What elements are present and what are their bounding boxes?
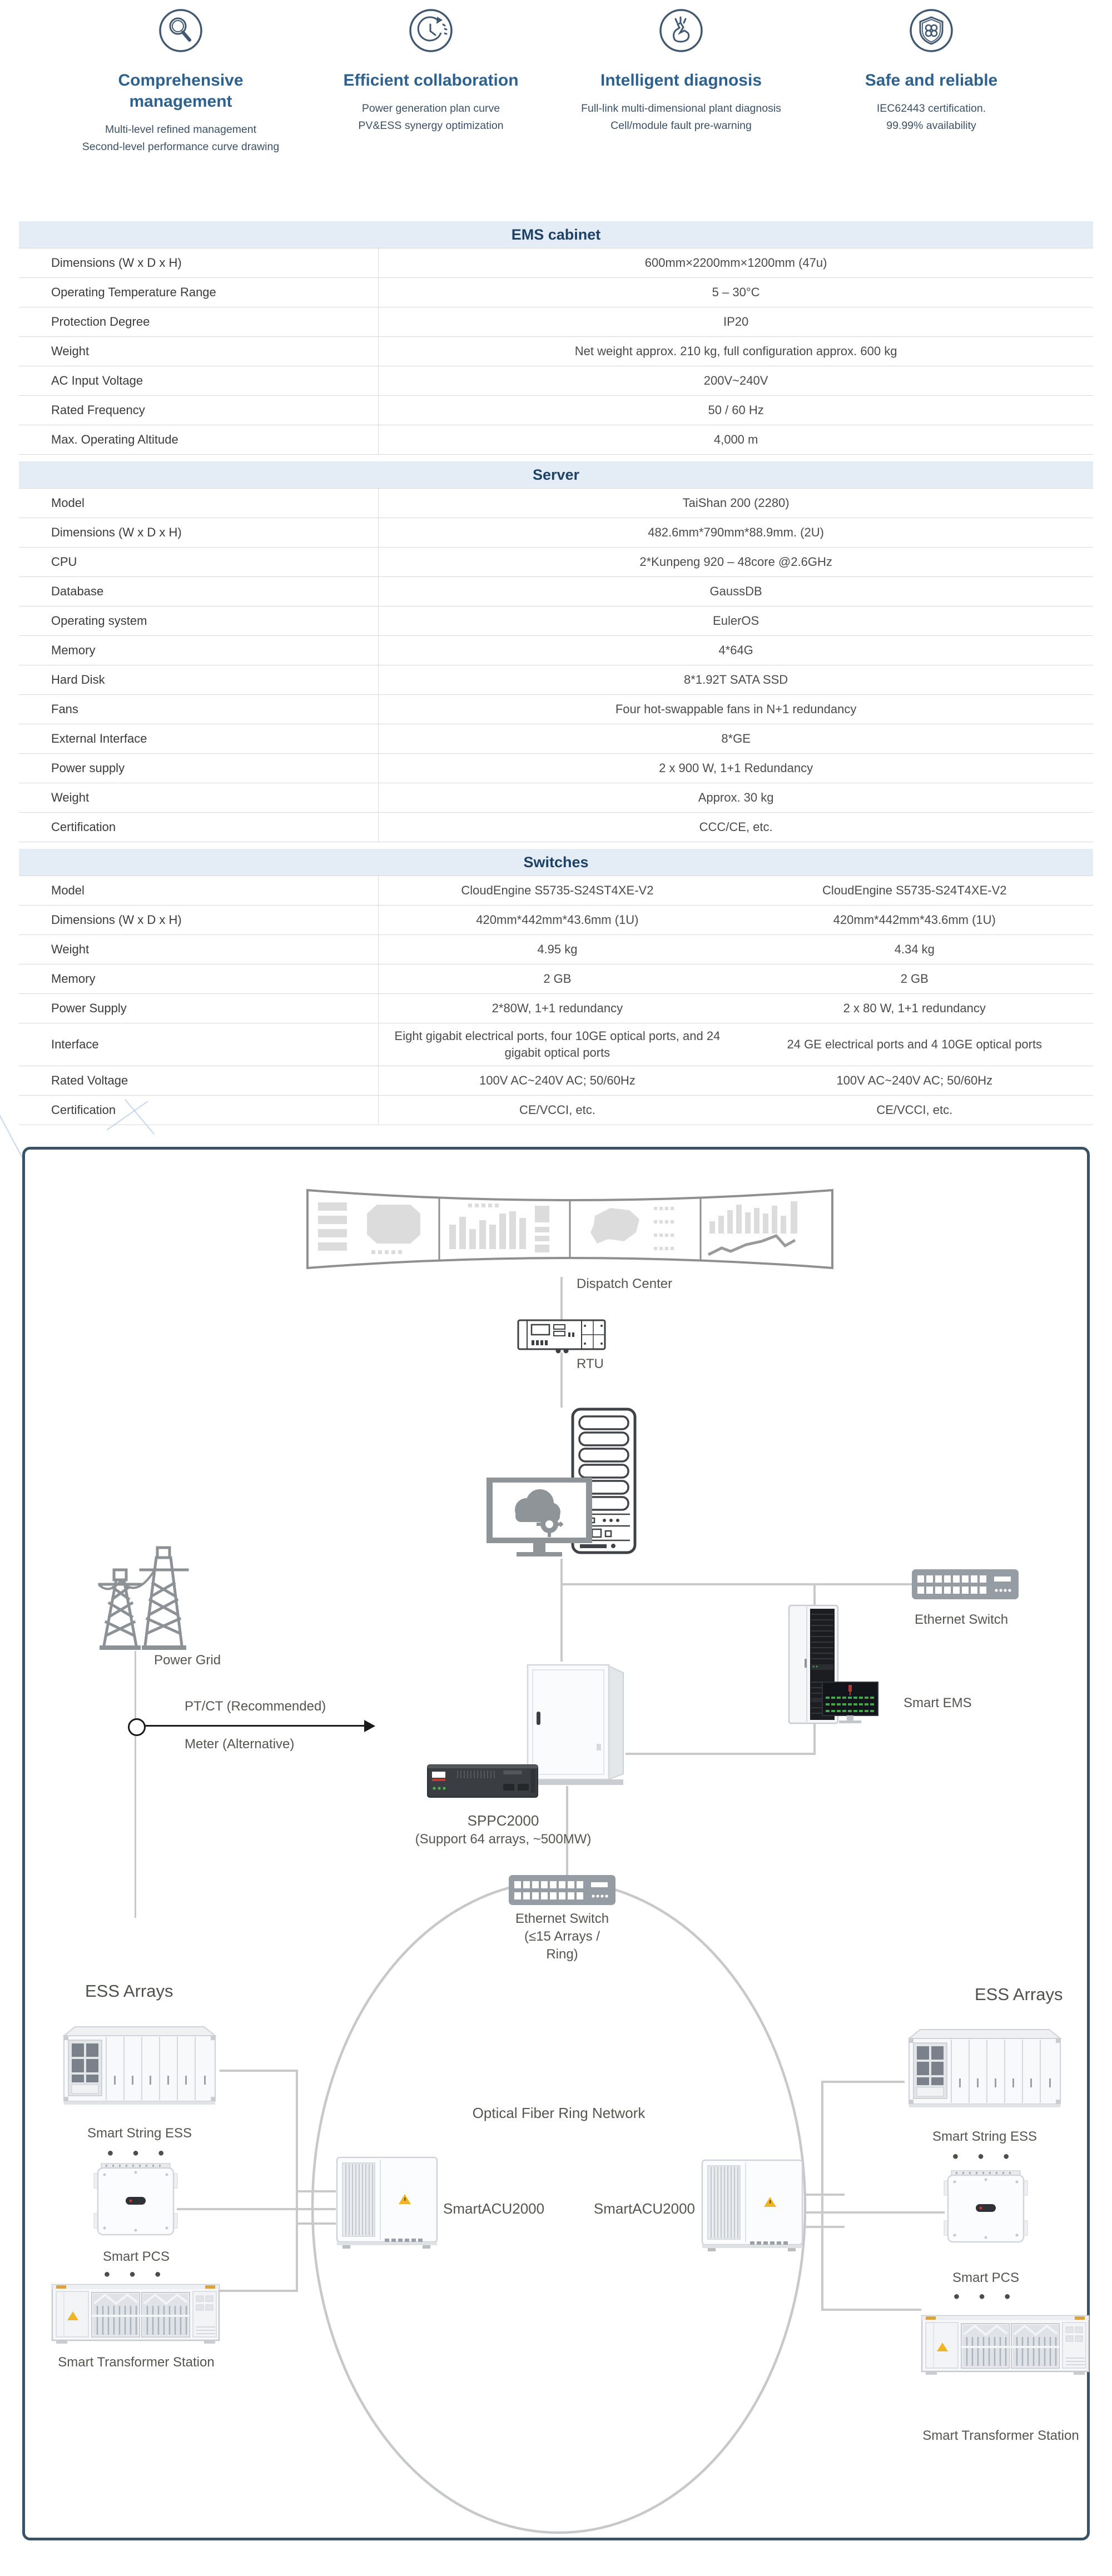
cloud-monitor-illustration (485, 1476, 593, 1561)
spec-row (19, 307, 1093, 337)
spec-label: Certification (19, 813, 379, 842)
meter-label: Meter (Alternative) (185, 1737, 295, 1752)
connector (296, 2070, 298, 2292)
spec-value: 4.34 kg (894, 942, 935, 956)
smart-string-ess-label: Smart String ESS (87, 2126, 192, 2141)
connector (821, 2309, 921, 2311)
spec-label: Power supply (19, 754, 379, 783)
ess-arrays-heading: ESS Arrays (85, 1981, 173, 2001)
spec-value: 420mm*442mm*43.6mm (1U) (476, 913, 639, 927)
smart-ems-monitor-illustration (821, 1681, 879, 1725)
spec-value: 50 / 60 Hz (708, 403, 764, 417)
spec-label: Hard Disk (19, 665, 379, 694)
spec-value: 100V AC~240V AC; 50/60Hz (479, 1073, 636, 1087)
spec-row (19, 1023, 1093, 1066)
spec-value: TaiShan 200 (2280) (682, 496, 790, 510)
smart-acu-label-left: SmartACU2000 (443, 2200, 545, 2217)
spec-row (19, 518, 1093, 548)
spec-label: Fans (19, 695, 379, 724)
connector (220, 2290, 297, 2292)
spec-row (19, 396, 1093, 425)
spec-value: 482.6mm*790mm*88.9mm. (2U) (648, 525, 824, 539)
spec-label: Interface (19, 1023, 379, 1066)
smart-acu2000-illustration (699, 2158, 806, 2252)
smart-transformer-station-illustration (51, 2279, 221, 2345)
spec-value: 600mm×2200mm×1200mm (47u) (644, 256, 827, 270)
spec-row (19, 548, 1093, 577)
spec-value: CE/VCCI, etc. (519, 1103, 595, 1117)
smart-transformer-station-illustration (920, 2310, 1090, 2376)
ellipsis-dots: ● ● ● (107, 2147, 172, 2159)
spec-label: External Interface (19, 724, 379, 753)
spec-value: 2*80W, 1+1 redundancy (492, 1001, 623, 1015)
ellipsis-dots: ● ● ● (952, 2150, 1017, 2162)
connector (560, 1559, 563, 1662)
server-table (19, 488, 1093, 842)
spec-label: Dimensions (W x D x H) (19, 906, 379, 934)
spec-label: Model (19, 489, 379, 518)
spec-label: Protection Degree (19, 307, 379, 336)
smart-pcs-illustration (944, 2169, 1028, 2247)
spec-label: Power Supply (19, 994, 379, 1023)
spec-row (19, 813, 1093, 842)
sppc2000-label: SPPC2000 (Support 64 arrays, ~500MW) (415, 1812, 592, 1847)
spec-row (19, 248, 1093, 278)
spec-value: Approx. 30 kg (698, 790, 774, 804)
spec-value: 2*Kunpeng 920 – 48core @2.6GHz (639, 555, 832, 569)
smart-acu-label-right: SmartACU2000 (593, 2200, 695, 2217)
smart-acu2000-illustration (334, 2155, 440, 2250)
smart-transformer-label: Smart Transformer Station (922, 2428, 1079, 2443)
spec-tables (19, 221, 1093, 1125)
spec-value: GaussDB (709, 584, 762, 598)
spec-value: 24 GE electrical ports and 4 10GE optical ports (787, 1037, 1042, 1051)
feature-card-management (56, 8, 306, 156)
spec-value: Eight gigabit electrical ports, four 10GE optical ports, and 24 gigabit optical ports (394, 1029, 721, 1060)
feature-description: Multi-level refined management Second-level performance curve drawing (82, 123, 280, 153)
spec-label: Memory (19, 636, 379, 665)
spec-label: Certification (19, 1096, 379, 1125)
connector (626, 1753, 816, 1755)
dispatch-center-label: Dispatch Center (577, 1276, 673, 1291)
spec-row (19, 906, 1093, 935)
feature-description: IEC62443 certification. 99.99% availability (876, 102, 986, 132)
connector (560, 1352, 563, 1408)
smart-pcs-label: Smart PCS (102, 2249, 170, 2264)
spec-label: Weight (19, 337, 379, 366)
ring-ethernet-switch-icon (509, 1875, 615, 1905)
connector (813, 1723, 816, 1754)
ethernet-switch-icon (912, 1569, 1019, 1599)
spec-value: EulerOS (713, 614, 759, 628)
ptct-label: PT/CT (Recommended) (185, 1699, 326, 1714)
spec-value: Four hot-swappable fans in N+1 redundancy (615, 702, 857, 716)
dispatch-monitors-illustration (306, 1181, 834, 1277)
connector (821, 2081, 905, 2083)
connector (813, 1583, 816, 1605)
spec-value: 2 GB (900, 972, 929, 986)
spec-row (19, 935, 1093, 964)
spec-value: 4*64G (718, 643, 753, 657)
spec-value: 8*GE (721, 732, 751, 745)
spec-row (19, 425, 1093, 455)
table-header-server: Server (19, 461, 1093, 488)
power-grid-line (135, 1651, 136, 1918)
spec-row (19, 695, 1093, 724)
ellipsis-dots: ● ● ● (103, 2268, 169, 2280)
spec-value: 4,000 m (713, 432, 758, 446)
spec-value: 2 x 80 W, 1+1 redundancy (843, 1001, 986, 1015)
spec-row (19, 278, 1093, 307)
snap-diagnosis-icon (658, 8, 704, 53)
connector (296, 2222, 336, 2225)
shield-icon (909, 8, 954, 53)
spec-row (19, 366, 1093, 396)
spec-label: Weight (19, 783, 379, 812)
spec-row (19, 606, 1093, 636)
spec-value: CloudEngine S5735-S24T4XE-V2 (822, 883, 1007, 897)
smart-pcs-label: Smart PCS (952, 2270, 1020, 2285)
spec-row (19, 489, 1093, 518)
feature-highlights (0, 0, 1112, 156)
smart-string-ess-label: Smart String ESS (932, 2129, 1037, 2144)
ess-arrays-heading: ESS Arrays (975, 1985, 1063, 2004)
connector (804, 2226, 845, 2228)
spec-row (19, 1096, 1093, 1125)
feature-title: Safe and reliable (865, 71, 998, 89)
meter-arrow (144, 1725, 365, 1727)
connector (821, 2081, 823, 2311)
spec-row (19, 783, 1093, 813)
spec-label: Weight (19, 935, 379, 964)
spec-value: CCC/CE, etc. (699, 820, 773, 834)
feature-card-diagnosis (556, 8, 806, 156)
spec-label: Operating system (19, 606, 379, 635)
spec-row (19, 724, 1093, 754)
ems-cabinet-table (19, 248, 1093, 455)
spec-value: Net weight approx. 210 kg, full configuration approx. 600 kg (574, 344, 897, 358)
rtu-illustration (517, 1319, 606, 1354)
grid-tap-node (128, 1718, 146, 1736)
feature-card-collaboration (306, 8, 556, 156)
spec-row (19, 994, 1093, 1023)
sppc2000-device-illustration (426, 1762, 541, 1801)
feature-description: Power generation plan curve PV&ESS synergy optimization (358, 102, 504, 132)
spec-row (19, 964, 1093, 994)
ring-switch-label: Ethernet Switch (≤15 Arrays / Ring) (515, 1911, 609, 1962)
connector (804, 2211, 945, 2214)
spec-row (19, 876, 1093, 906)
spec-value: 2 GB (543, 972, 572, 986)
spec-value: CE/VCCI, etc. (876, 1103, 953, 1117)
smart-pcs-illustration (93, 2161, 178, 2240)
smart-ems-label: Smart EMS (904, 1695, 972, 1710)
spec-label: Model (19, 876, 379, 905)
spec-label: Database (19, 577, 379, 606)
spec-row (19, 665, 1093, 695)
ring-network-label: Optical Fiber Ring Network (472, 2105, 646, 2121)
switches-table (19, 876, 1093, 1125)
table-header-ems: EMS cabinet (19, 221, 1093, 248)
connector (560, 1583, 912, 1585)
spec-value: IP20 (723, 315, 749, 329)
spec-value: 2 x 900 W, 1+1 Redundancy (659, 761, 813, 775)
spec-value: 5 – 30°C (712, 285, 760, 299)
feature-card-reliability (806, 8, 1056, 156)
meter-arrowhead-icon (364, 1720, 375, 1732)
power-grid-label: Power Grid (154, 1653, 221, 1668)
smart-transformer-label: Smart Transformer Station (58, 2355, 215, 2370)
feature-title: Comprehensive management (118, 71, 244, 111)
spec-row (19, 636, 1093, 665)
spec-row (19, 754, 1093, 783)
feature-title: Intelligent diagnosis (600, 71, 762, 89)
smart-string-ess-illustration (58, 2022, 221, 2108)
spec-row (19, 577, 1093, 606)
spec-label: Rated Voltage (19, 1066, 379, 1095)
spec-value: 100V AC~240V AC; 50/60Hz (836, 1073, 993, 1087)
spec-value: CloudEngine S5735-S24ST4XE-V2 (461, 883, 654, 897)
connector (296, 2190, 336, 2192)
magnifier-icon (158, 8, 203, 53)
connector (560, 1277, 563, 1320)
ethernet-switch-label: Ethernet Switch (915, 1612, 1009, 1627)
spec-label: Max. Operating Altitude (19, 425, 379, 454)
feature-title: Efficient collaboration (343, 71, 519, 89)
connector (804, 2194, 845, 2196)
spec-row (19, 337, 1093, 366)
rtu-label: RTU (577, 1356, 604, 1371)
table-header-switches: Switches (19, 849, 1093, 876)
connector (220, 2070, 297, 2072)
spec-label: Memory (19, 964, 379, 993)
smart-string-ess-illustration (904, 2025, 1066, 2111)
clock-sync-icon (408, 8, 454, 53)
spec-value: 200V~240V (703, 374, 768, 387)
ellipsis-dots: ● ● ● (953, 2290, 1019, 2303)
spec-label: Dimensions (W x D x H) (19, 518, 379, 547)
spec-label: CPU (19, 548, 379, 576)
feature-description: Full-link multi-dimensional plant diagnosis Cell/module fault pre-warning (581, 102, 781, 132)
power-grid-towers-illustration (87, 1534, 190, 1651)
architecture-diagram (22, 1147, 1090, 2540)
spec-value: 420mm*442mm*43.6mm (1U) (833, 913, 996, 927)
spec-value: 4.95 kg (537, 942, 578, 956)
spec-label: Rated Frequency (19, 396, 379, 425)
spec-row (19, 1066, 1093, 1096)
spec-label: Dimensions (W x D x H) (19, 248, 379, 277)
spec-label: AC Input Voltage (19, 366, 379, 395)
spec-label: Operating Temperature Range (19, 278, 379, 307)
spec-value: 8*1.92T SATA SSD (684, 673, 788, 687)
connector (177, 2208, 336, 2210)
